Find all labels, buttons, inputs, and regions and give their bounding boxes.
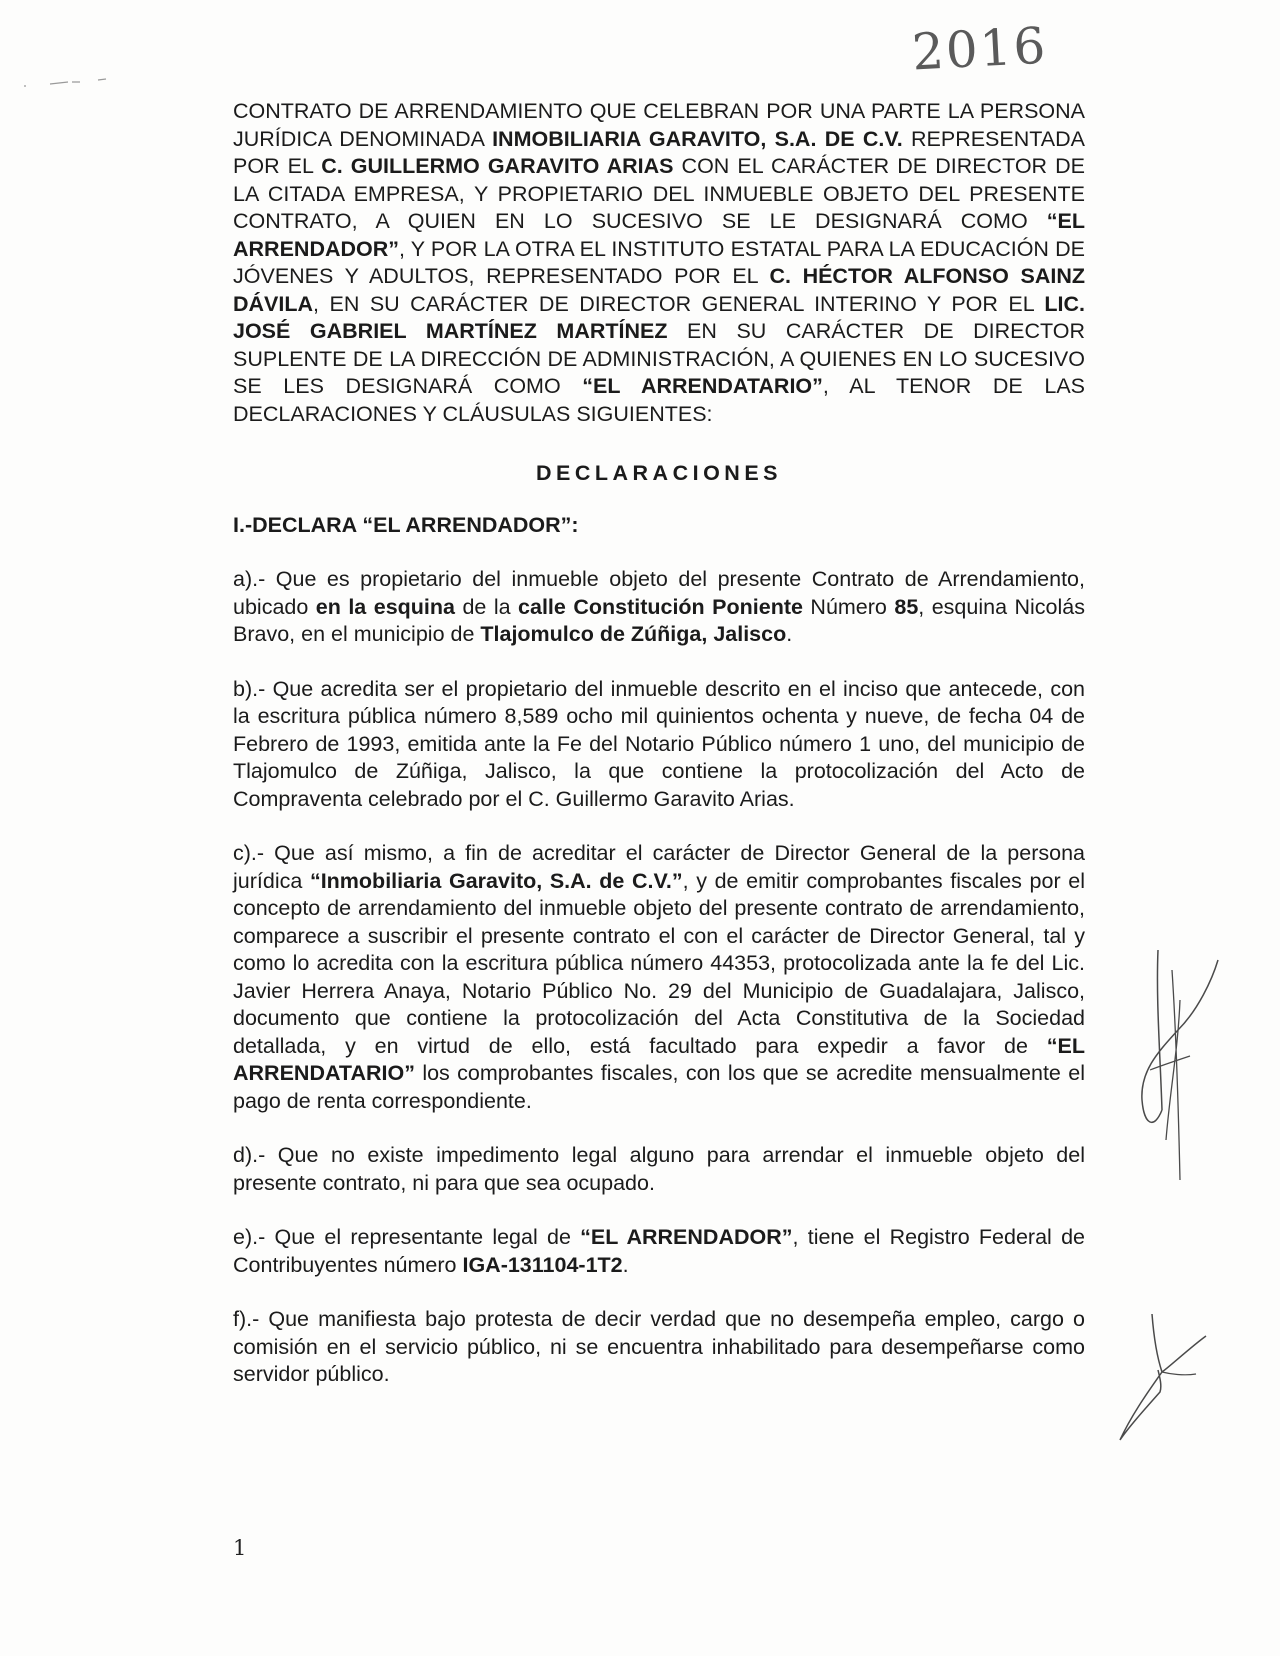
contract-body — [233, 98, 1085, 1389]
preamble-text: CON EL CARÁCTER DE DIRECTOR DE LA CITADA EMPRESA, Y PROPIETARIO DEL INMUEBLE OBJETO DEL PRESENTE CONTRATO, A QUIEN EN LO SUCESIVO SE LE DESIGNARÁ COMO — [233, 154, 1086, 233]
clause-text: de la — [454, 594, 519, 619]
lessee-term: “EL ARRENDATARIO” — [233, 1033, 1085, 1085]
clause-c — [233, 840, 1085, 1115]
company-name: INMOBILIARIA GARAVITO, S.A. DE C.V. — [492, 126, 903, 151]
preamble-text: , Y POR LA OTRA EL INSTITUTO ESTATAL PARA LA EDUCACIÓN DE JÓVENES Y ADULTOS, REPRESENTADO POR EL — [233, 236, 1085, 288]
rfc-number: IGA-131104-1T2 — [462, 1252, 623, 1277]
street-name: calle Constitución Poniente — [518, 594, 803, 619]
clause-a — [233, 566, 1085, 649]
street-number: 85 — [894, 594, 919, 619]
lessee-term: “EL ARRENDATARIO” — [582, 374, 823, 398]
page-number: 1 — [233, 1536, 247, 1560]
contract-preamble — [233, 98, 1085, 428]
scan-artifact — [10, 70, 130, 100]
clause-text: . — [622, 1252, 629, 1277]
clause-f: f).- Que manifiesta bajo protesta de decir verdad que no desempeña empleo, cargo o comisión en el servicio público, ni se encuentra inhabilitado para desempeñarse como servidor público. — [233, 1307, 1085, 1386]
clause-d: d).- Que no existe impedimento legal alguno para arrendar el inmueble objeto del presente contrato, ni para que sea ocupado. — [233, 1143, 1085, 1195]
signature-mark-upper — [1120, 940, 1230, 1200]
clause-text: los comprobantes fiscales, con los que se acredite mensualmente el pago de renta correspondiente. — [233, 1061, 1085, 1113]
preamble-text: , AL TENOR DE LAS DECLARACIONES Y CLÁUSULAS SIGUIENTES: — [233, 374, 1085, 426]
lessor-term: “EL ARRENDADOR” — [233, 209, 1085, 261]
handwritten-year: 2016 — [910, 16, 1049, 82]
clause-emphasis: en la esquina — [315, 594, 455, 619]
clause-text: , y de emitir comprobantes fiscales por el concepto de arrendamiento del inmueble objeto del presente contrato de arrendamiento, comparece a suscribir el presente contrato el con el carácter de Director General, tal y como lo acredita con la escritura pública número 44353, protocolizada ante la fe del Lic. Javier Herrera Anaya, Notario Público No. 29 del Municipio de Guadalajara, Jalisco, documento que contiene la protocolización del Acta Constitutiva de la Sociedad detallada, y en virtud de ello, está facultado para expedir a favor de — [233, 868, 1085, 1058]
company-name: “Inmobiliaria Garavito, S.A. de C.V.” — [309, 868, 683, 893]
lessor-term: “EL ARRENDADOR” — [580, 1225, 793, 1249]
clause-b: b).- Que acredita ser el propietario del inmueble descrito en el inciso que antecede, con la escritura pública número 8,589 ocho mil quinientos ochenta y nueve, de fecha 04 de Febrero de 1993, emitida ante la Fe del Notario Público número 1 uno, del municipio de Tlajomulco de Zúñiga, Jalisco, la que contiene la protocolización del Acto de Compraventa celebrado por el C. Guillermo Garavito Arias. — [233, 676, 1085, 811]
section-heading: I.-DECLARA “EL ARRENDADOR”: — [233, 512, 579, 537]
preamble-text: CONTRATO DE ARRENDAMIENTO QUE CELEBRAN POR UNA PARTE LA PERSONA JURÍDICA DENOMINADA — [233, 99, 1085, 151]
clause-text: , tiene el Registro Federal de Contribuyentes número — [233, 1225, 1085, 1277]
clause-text: a).- Que es propietario del inmueble objeto del presente Contrato de Arrendamiento, ubicado — [233, 567, 1085, 619]
clause-text: , esquina Nicolás Bravo, en el municipio de — [233, 594, 1085, 646]
clause-text: e).- Que el representante legal de — [233, 1225, 581, 1249]
clause-e — [233, 1224, 1085, 1279]
preamble-text: , EN SU CARÁCTER DE DIRECTOR GENERAL INTERINO Y POR EL — [313, 291, 1045, 316]
preamble-text: EN SU CARÁCTER DE DIRECTOR SUPLENTE DE LA DIRECCIÓN DE ADMINISTRACIÓN, A QUIENES EN LO SUCESIVO SE LES DESIGNARÁ COMO — [233, 319, 1085, 398]
clause-text: . — [786, 622, 793, 646]
deputy-director-name: LIC. JOSÉ GABRIEL MARTÍNEZ MARTÍNEZ — [233, 291, 1085, 343]
municipality: Tlajomulco de Zúñiga, Jalisco — [480, 622, 787, 646]
signature-mark-lower — [1088, 1310, 1238, 1450]
clause-text: Número — [802, 594, 895, 619]
preamble-text: REPRESENTADA POR EL — [233, 126, 1086, 178]
director-name: C. HÉCTOR ALFONSO SAINZ DÁVILA — [233, 264, 1085, 316]
clause-text: c).- Que así mismo, a fin de acreditar el carácter de Director General de la persona jurídica — [233, 841, 1085, 893]
declaraciones-title: DECLARACIONES — [535, 461, 783, 485]
lessor-representative: C. GUILLERMO GARAVITO ARIAS — [321, 154, 674, 178]
